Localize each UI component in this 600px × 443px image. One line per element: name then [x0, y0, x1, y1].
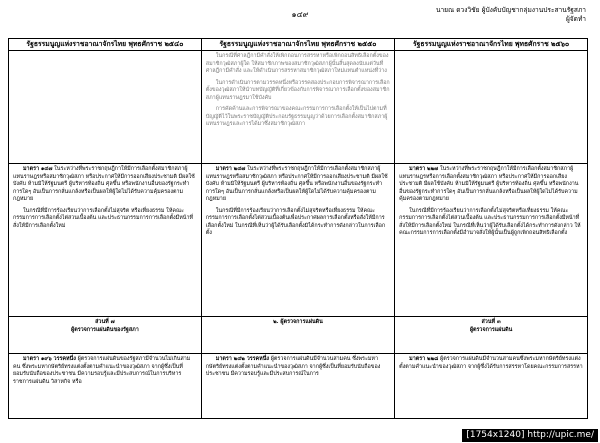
paragraph: การคัดค้านและการพิจารณาของคณะกรรมการการเลือกตั้งให้เป็นไปตามที่บัญญัติไว้ในพระราชบัญญัติประกอบรัฐธรรมนูญว่าด้วยการเลือกตั้งสมาชิกสภาผู้แทนราษฎรและการได้มาซึ่งสมาชิกวุฒิสภา [205, 106, 388, 127]
paragraph: ในกรณีที่มีการร้องเรียนว่าการเลือกตั้งไม่สุจริต หรือเที่ยงธรรม ให้คณะกรรมการการเลือกตั้งไต่สวนเบื้องต้น และประธานกรรมการการเลือกตั้งมีหน้าที่สั่งให้มีการเลือกตั้งใหม่ [13, 207, 194, 229]
author-line-2: ผู้จัดทำ [565, 15, 586, 23]
section-number: มาตรา ๒๔๗ [215, 166, 246, 172]
section-number: มาตรา ๒๒๘ [409, 356, 439, 362]
part-title: ๒. ผู้ตรวจการแผ่นดิน [273, 319, 323, 325]
section-number: มาตรา ๒๔๒ วรรคหนึ่ง [215, 356, 270, 362]
column-header-2540: รัฐธรรมนูญแห่งราชอาณาจักรไทย พุทธศักราช ๒๕๔๐ [9, 39, 202, 51]
page-number: ๑๔๙ [291, 10, 309, 19]
paragraph-text: ผู้ตรวจการแผ่นดินของรัฐสภามีจำนวนไม่เกินสามคน ซึ่งพระมหากษัตริย์ทรงแต่งตั้งตามคำแนะนำของวุฒิสภา จากผู้ซึ่งเป็นที่ยอมรับนับถือของประชาชน มีความรอบรู้และมีประสบการณ์ในการบริหารราชการแผ่นดิน วิสาหกิจ หรือ [13, 356, 191, 385]
table-row [9, 51, 588, 164]
part-number: ส่วนที่ ๓ [481, 319, 501, 325]
cell-2560-r3 [395, 317, 588, 354]
table-row [9, 354, 588, 419]
cell-2560-r2 [395, 164, 588, 317]
table-header-row [9, 39, 588, 51]
paragraph [399, 166, 583, 204]
author-block [436, 6, 586, 24]
cell-2540-r1 [9, 51, 202, 164]
comparison-table [8, 38, 588, 419]
cell-2540-r2 [9, 164, 202, 317]
cell-2550-r1 [201, 51, 394, 164]
paragraph: ในกรณีที่ศาลฎีกามีคำสั่งให้เพิกถอนการสรรหาหรือเพิกถอนสิทธิเลือกตั้งของสมาชิกวุฒิสภาผู้ใด ให้สมาชิกภาพของสมาชิกวุฒิสภาผู้นั้นสิ้นสุดลงนับแต่วันที่ศาลฎีกามีคำสั่ง และให้ดำเนินการสรรหาสมาชิกวุฒิสภาใหม่แทนตำแหน่งที่ว่าง [205, 53, 389, 74]
paragraph [13, 356, 197, 386]
paragraph: ในกรณีที่มีการร้องเรียนว่าการเลือกตั้งไม่สุจริตหรือเที่ยงธรรม ให้คณะกรรมการการเลือกตั้งไต่สวนเบื้องต้นเพื่อประกาศผลการเลือกตั้งหรือสั่งให้มีการเลือกตั้งใหม่ ในกรณีที่เห็นว่าผู้ได้รับเลือกตั้งมิได้กระทำการดังกล่าวในการเลือกตั้ง [205, 207, 386, 236]
cell-2550-r4 [201, 354, 394, 419]
paragraph [399, 356, 583, 371]
cell-2560-r4 [395, 354, 588, 419]
cell-2550-r3 [201, 317, 394, 354]
cell-2540-r3 [9, 317, 202, 354]
section-number: มาตรา ๒๒๗ [409, 166, 439, 172]
table-row [9, 164, 588, 317]
section-number: มาตรา ๑๔๗ [23, 166, 53, 172]
paragraph [206, 356, 390, 379]
table-row [9, 317, 588, 354]
column-header-2550: รัฐธรรมนูญแห่งราชอาณาจักรไทย พุทธศักราช ๒๕๕๐ [201, 39, 394, 51]
paragraph-text: ผู้ตรวจการแผ่นดินมีจำนวนสามคนซึ่งพระมหากษัตริย์ทรงแต่งตั้งตามคำแนะนำของวุฒิสภา จากผู้ซึ่งได้รับการสรรหาโดยคณะกรรมการสรรหา [399, 356, 583, 370]
part-title: ผู้ตรวจการแผ่นดินของรัฐสภา [71, 326, 139, 333]
author-line-1: นายณ ดวงวิชัย ผู้บังคับบัญชากลุ่มงานประสานรัฐสภา [435, 6, 586, 14]
paragraph-text: ผู้ตรวจการแผ่นดินมีจำนวนสามคน ซึ่งพระมหากษัตริย์ทรงแต่งตั้งตามคำแนะนำของวุฒิสภา จากผู้ซึ่งเป็นที่ยอมรับนับถือของประชาชน มีความรอบรู้และมีประสบการณ์ในการ [205, 356, 381, 377]
paragraph: ในการดำเนินการตามวรรคหนึ่งหรือวรรคสองประกอบการพิจารณาการเลือกตั้งของวุฒิสภาให้นำบทบัญญัติที่เกี่ยวข้องกับการพิจารณาการเลือกตั้งของสมาชิกสภาผู้แทนราษฎรมาใช้บังคับ [205, 79, 390, 101]
paragraph [13, 166, 197, 204]
section-number: มาตรา ๑๙๖ วรรคหนึ่ง [23, 356, 76, 362]
image-host-watermark: [1754x1240] http://upic.me/ [462, 429, 598, 442]
paragraph-text: ในระหว่างที่พระราชกฤษฎีกาให้มีการเลือกตั้งสมาชิกสภาผู้แทนราษฎรหรือสมาชิกวุฒิสภา หรือประกาศให้มีการออกเสียงประชามติ มีผลใช้บังคับ ห้ามมิให้รัฐมนตรี ผู้บริหารท้องถิ่น ศุลขึ้น หรือพนักงานอื่นของรัฐกระทำการใดๆ อันเป็นการกลั่นแกล้งหรือเป็นผลให้ผู้ใดไม่ได้รับความคุ้มครองตามกฎหมาย [205, 166, 388, 202]
cell-2560-r1 [395, 51, 588, 164]
paragraph-text: ในระหว่างที่พระราชกฤษฎีกาให้มีการเลือกตั้งสมาชิกสภาผู้แทนราษฎรหรือการเลือกตั้งสมาชิกวุฒิสภา หรือประกาศให้มีการออกเสียงประชามติ มีผลใช้บังคับ ห้ามมิให้รัฐมนตรี ผู้บริหารท้องถิ่น ศุลขึ้น หรือพนักงานอื่นของรัฐกระทำการใดๆ อันเป็นการกลั่นแกล้งหรือเป็นผลให้ผู้ใดไม่ได้รับความคุ้มครองตามกฎหมาย [399, 166, 579, 202]
column-header-2560: รัฐธรรมนูญแห่งราชอาณาจักรไทย พุทธศักราช ๒๕๖๐ [395, 39, 588, 51]
cell-2550-r2 [201, 164, 394, 317]
part-title: ผู้ตรวจการแผ่นดิน [469, 326, 513, 333]
cell-2540-r4 [9, 354, 202, 419]
paragraph [206, 166, 390, 204]
paragraph-text: ในระหว่างที่พระราชกฤษฎีกาให้มีการเลือกตั้งสมาชิกสภาผู้แทนราษฎรหรือสมาชิกวุฒิสภา หรือประกาศให้มีการออกเสียงประชามติ มีผลใช้บังคับ ห้ามมิให้รัฐมนตรี ผู้บริหารท้องถิ่น ศุลขึ้น หรือพนักงานอื่นของรัฐกระทำการใดๆ อันเป็นการกลั่นแกล้งหรือเป็นผลให้ผู้ใดไม่ได้รับความคุ้มครองตามกฎหมาย [13, 166, 195, 202]
part-number: ส่วนที่ ๗ [95, 319, 115, 325]
paragraph: ในกรณีที่มีการร้องเรียนว่าการเลือกตั้งไม่สุจริตหรือเที่ยงธรรม ให้คณะกรรมการการเลือกตั้งไต่สวนเบื้องต้น และประธานกรรมการการเลือกตั้งมีหน้าที่สั่งให้มีการเลือกตั้งใหม่ ในกรณีที่เห็นว่าผู้ได้รับเลือกตั้งได้กระทำการดังกล่าว ให้คณะกรรมการการเลือกตั้งมีอำนาจสั่งให้ผู้นั้นเป็นผู้ถูกเพิกถอนสิทธิเลือกตั้ง [399, 207, 581, 236]
